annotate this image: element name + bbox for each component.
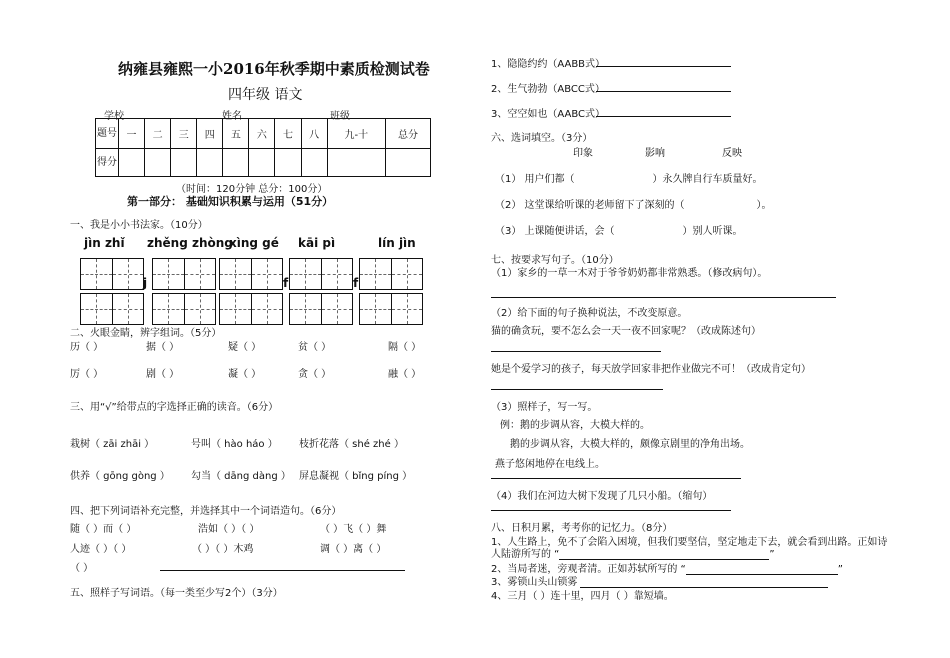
- q6-item-3: [495, 222, 743, 237]
- overlap-glyph: j: [143, 276, 148, 290]
- writing-grid[interactable]: [80, 293, 144, 325]
- writing-grid[interactable]: [219, 293, 283, 325]
- writing-grid[interactable]: [80, 258, 144, 290]
- q4-sentence: （ ）: [70, 563, 94, 574]
- q8-item-3: [491, 573, 828, 588]
- score-cell[interactable]: [249, 149, 275, 177]
- pinyin-2: zhěng zhòng: [147, 236, 233, 250]
- q8-item-4: 4、三月（ ）连十里，四月（ ）靠短墙。: [491, 591, 674, 602]
- q8-item-1b: [491, 545, 775, 560]
- q3-item: 号叫（ hào háo ）: [191, 439, 278, 450]
- answer-line[interactable]: [491, 297, 836, 298]
- q2-item: 隔（ ）: [388, 342, 422, 353]
- q6-item-post: ）永久牌自行车质量好。: [652, 174, 763, 185]
- score-table: [95, 118, 431, 177]
- q2-item: 据（ ）: [146, 342, 180, 353]
- writing-grid[interactable]: [152, 293, 216, 325]
- q4-item: （ ）飞（ ）舞: [320, 524, 387, 535]
- q7-s3-example-2: 鹅的步调从容，大模大样的，颇像京剧里的净角出场。: [510, 439, 750, 450]
- class-label: 班级: [330, 111, 350, 122]
- q6-item-2: [495, 196, 772, 211]
- q7-s3-question: 燕子悠闲地停在电线上。: [495, 459, 605, 470]
- score-header: 九-十: [327, 119, 385, 149]
- q7-s1: （1）家乡的一草一木对于爷爷奶奶都非常熟悉。（修改病句）。: [491, 268, 768, 279]
- score-header: 八: [301, 119, 327, 149]
- writing-grid[interactable]: [152, 258, 216, 290]
- pinyin-5: lín jìn: [378, 236, 416, 250]
- q8-item-3-text: 3、雾锁山头山锁雾: [491, 577, 578, 588]
- school-label: 学校: [104, 111, 124, 122]
- q8-item-1b-text: 人陆游所写的 “: [491, 549, 560, 560]
- writing-grid[interactable]: [359, 293, 423, 325]
- q4-item: 人迹（ ）（ ）: [70, 544, 132, 555]
- q8-item-1a: 1、人生路上，免不了会陷入困境，但我们要坚信，坚定地走下去，就会看到出路。正如诗: [491, 537, 888, 548]
- q4-item: 随（ ）而（ ）: [70, 524, 137, 535]
- q3-item: 屏息凝视（ bǐng píng ）: [299, 471, 413, 482]
- exam-subtitle: 四年级 语文: [228, 87, 303, 103]
- answer-line[interactable]: [596, 66, 731, 67]
- q3-item: 栽树（ zāi zhāi ）: [70, 439, 155, 450]
- score-cell[interactable]: [301, 149, 327, 177]
- q5-item-1: 1、隐隐约约（AABB式）: [491, 59, 606, 70]
- writing-grid[interactable]: [289, 293, 353, 325]
- q7-s2c: 她是个爱学习的孩子，每天放学回家非把作业做完不可！（改成肯定句）: [491, 364, 811, 375]
- q2-item: 贪（ ）: [298, 369, 332, 380]
- score-header: 四: [197, 119, 223, 149]
- answer-line[interactable]: [491, 478, 741, 479]
- part1-heading: 第一部分： 基础知识积累与运用（51分）: [127, 195, 334, 208]
- score-header: 七: [275, 119, 301, 149]
- q8-label: 八、日积月累，考考你的记忆力。（8分）: [491, 523, 673, 534]
- answer-line[interactable]: [160, 570, 405, 571]
- q2-item: 厉（ ）: [70, 369, 104, 380]
- q2-item: 凝（ ）: [228, 369, 262, 380]
- q3-item: 勾当（ dāng dàng ）: [191, 471, 291, 482]
- q6-item-1: [495, 170, 763, 185]
- answer-line[interactable]: [596, 91, 731, 92]
- q5-label: 五、照样子写词语。（每一类至少写2个）（3分）: [70, 588, 283, 599]
- score-header-label: 题号: [96, 119, 119, 149]
- q6-item-pre: （3） 上课随便讲话，会（: [495, 226, 615, 237]
- score-cell[interactable]: [386, 149, 431, 177]
- score-cell[interactable]: [275, 149, 301, 177]
- score-cell[interactable]: [223, 149, 249, 177]
- score-header: 六: [249, 119, 275, 149]
- overlap-glyph: f: [283, 276, 289, 290]
- q7-s4: （4）我们在河边大树下发现了几只小船。（缩句）: [491, 491, 713, 502]
- score-row-label: 得分: [96, 149, 119, 177]
- q4-item: 调（ ）离（ ）: [320, 544, 387, 555]
- answer-line[interactable]: [491, 389, 663, 390]
- q6-option: 影响: [645, 148, 665, 159]
- q7-s3-example-1: 例：鹅的步调从容，大模大样的。: [500, 420, 650, 431]
- q3-item: 供养（ gōng gòng ）: [70, 471, 170, 482]
- close-quote: ”: [837, 564, 843, 575]
- q2-item: 贫（ ）: [298, 342, 332, 353]
- q3-label: 三、用“√”给带点的字选择正确的读音。（6分）: [70, 402, 279, 413]
- answer-line[interactable]: [491, 351, 661, 352]
- score-cell[interactable]: [327, 149, 385, 177]
- pinyin-3: xìng gé: [229, 236, 279, 250]
- q1-label: 一、我是小小书法家。（10分）: [70, 220, 208, 231]
- q2-item: 剧（ ）: [146, 369, 180, 380]
- score-header: 总分: [386, 119, 431, 149]
- score-header: 二: [145, 119, 171, 149]
- overlap-glyph: f: [353, 276, 359, 290]
- q6-label: 六、选词填空。（3分）: [491, 133, 593, 144]
- q2-item: 融（ ）: [388, 369, 422, 380]
- time-info: （时间：120分钟 总分：100分）: [176, 184, 328, 195]
- q6-item-post: ）别人听课。: [682, 226, 743, 237]
- q6-item-pre: （1） 用户们都（: [495, 174, 575, 185]
- q4-label: 四、把下列词语补充完整，并选择其中一个词语造句。（6分）: [70, 506, 342, 517]
- q7-s3: （3）照样子，写一写。: [491, 402, 598, 413]
- q6-item-post: ）。: [756, 200, 772, 211]
- writing-grid[interactable]: [359, 258, 423, 290]
- name-label: 姓名: [222, 111, 242, 122]
- q4-item: （ ）（ ）木鸡: [192, 544, 254, 555]
- pinyin-1: jìn zhǐ: [84, 236, 125, 250]
- close-quote: ”: [769, 549, 775, 560]
- q4-item: 浩如（ ）（ ）: [198, 524, 260, 535]
- q7-label: 七、按要求写句子。（10分）: [491, 255, 619, 266]
- score-cell[interactable]: [145, 149, 171, 177]
- q7-s2a: （2）给下面的句子换种说法，不改变原意。: [491, 308, 688, 319]
- q5-item-2: 2、生气勃勃（ABCC式）: [491, 84, 605, 95]
- q2-item: 历（ ）: [70, 342, 104, 353]
- q2-item: 疑（ ）: [228, 342, 262, 353]
- score-cell[interactable]: [197, 149, 223, 177]
- answer-line[interactable]: [559, 548, 769, 560]
- q8-item-2-text: 2、当局者迷，旁观者清。正如苏轼所写的 “: [491, 564, 686, 575]
- q6-item-pre: （2） 这堂课给听课的老师留下了深刻的（: [495, 200, 685, 211]
- q3-item: 枝折花落（ shé zhé ）: [299, 439, 404, 450]
- q7-s2b: 猫的确贪玩，要不怎么会一天一夜不回家呢？（改成陈述句）: [491, 326, 761, 337]
- exam-title: 纳雍县雍熙一小2016年秋季期中素质检测试卷: [118, 60, 430, 78]
- q5-item-3: 3、空空如也（AABC式）: [491, 109, 605, 120]
- writing-grid[interactable]: [219, 258, 283, 290]
- answer-line[interactable]: [596, 116, 731, 117]
- score-header: 五: [223, 119, 249, 149]
- q2-label: 二、火眼金睛，辨字组词。（5分）: [70, 328, 222, 339]
- pinyin-4: kāi pì: [298, 236, 336, 250]
- q6-option: 印象: [573, 148, 593, 159]
- score-cell[interactable]: [119, 149, 145, 177]
- score-cell[interactable]: [171, 149, 197, 177]
- score-header: 一: [119, 119, 145, 149]
- q6-option: 反映: [722, 148, 742, 159]
- score-header: 三: [171, 119, 197, 149]
- answer-line[interactable]: [491, 510, 731, 511]
- writing-grid[interactable]: [289, 258, 353, 290]
